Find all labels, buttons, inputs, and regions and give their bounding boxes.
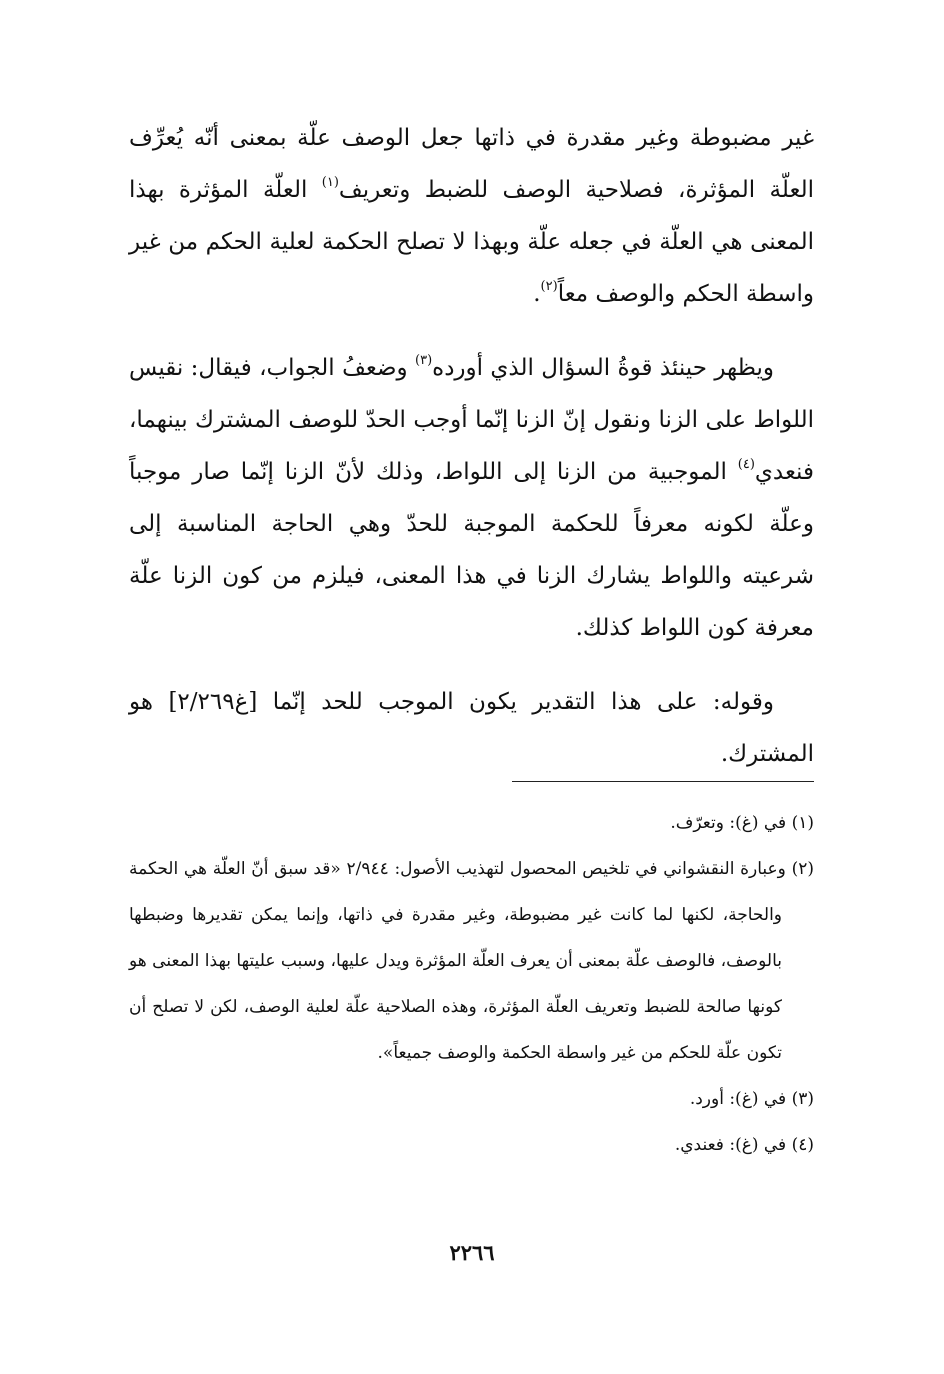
footnote-ref-4[interactable]: (٤) xyxy=(737,457,755,472)
text-segment: . xyxy=(533,281,541,307)
footnote-ref-2[interactable]: (٢) xyxy=(540,279,558,294)
footnote-2: (٢) وعبارة النقشواني في تلخيص المحصول لتهذيب الأصول: ٢/٩٤٤ «قد سبق أنّ العلّة هي الحكمة والحاجة، لكنها لما كانت غير مضبوطة، وغير مقدرة في ذاتها، وإنما يمكن تقديرها وضبطها بالوصف، فالوصف علّة بمعنى أن يعرف العلّة المؤثرة ويدل عليها، وسبب عليتها بهذا المعنى هو كونها صالحة للضبط وتعريف العلّة المؤثرة، وهذه الصلاحية علّة لعلية الوصف، لكن لا تصلح أن تكون علّة للحكم من غير واسطة الحكمة والوصف جميعاً». xyxy=(129,859,814,1063)
text-segment: العلّة المؤثرة بهذا المعنى هي العلّة في جعله علّة وبهذا لا تصلح الحكمة لعلية الحكم من غير واسطة الحكم والوصف معاً xyxy=(129,177,814,307)
text-segment: الموجبية من الزنا إلى اللواط، وذلك لأنّ الزنا إنّما صار موجباً وعلّة لكونه معرفاً للحكمة الموجبة للحدّ وهي الحاجة المناسبة إلى شرعيته واللواط يشارك الزنا في هذا المعنى، فيلزم من كون الزنا علّة معرفة كون اللواط كذلك. xyxy=(129,459,815,641)
footnote-3: (٣) في (غ): أورد. xyxy=(689,1089,814,1109)
main-text xyxy=(129,112,814,802)
footnote-ref-1[interactable]: (١) xyxy=(321,175,339,190)
footnote-separator xyxy=(512,781,814,782)
footnote-1: (١) في (غ): وتعرّف. xyxy=(670,813,814,833)
paragraph-1 xyxy=(129,112,814,320)
page-number: ٢٢٦٦ xyxy=(449,1240,495,1265)
footnote-4: (٤) في (غ): فعندي. xyxy=(674,1135,814,1155)
text-segment: وقوله: على هذا التقدير يكون الموجب للحد إنّما [غ٢/٢٦٩] هو المشترك. xyxy=(129,689,814,767)
paragraph-2 xyxy=(129,342,814,654)
paragraph-3 xyxy=(129,676,814,780)
text-segment: وضعفُ الجواب، فيقال: نقيس اللواط على الزنا ونقول إنّ الزنا إنّما أوجب الحدّ للوصف المشترك بينهما، فنعدي xyxy=(129,355,814,485)
text-segment: غير مضبوطة وغير مقدرة في ذاتها جعل الوصف علّة بمعنى أنّه يُعرِّف العلّة المؤثرة، فصلاحية الوصف للضبط وتعريف xyxy=(129,125,814,203)
text-segment: ويظهر حينئذ قوةُ السؤال الذي أورده xyxy=(432,355,775,381)
footnotes xyxy=(129,800,814,1168)
footnote-ref-3[interactable]: (٣) xyxy=(415,353,433,368)
